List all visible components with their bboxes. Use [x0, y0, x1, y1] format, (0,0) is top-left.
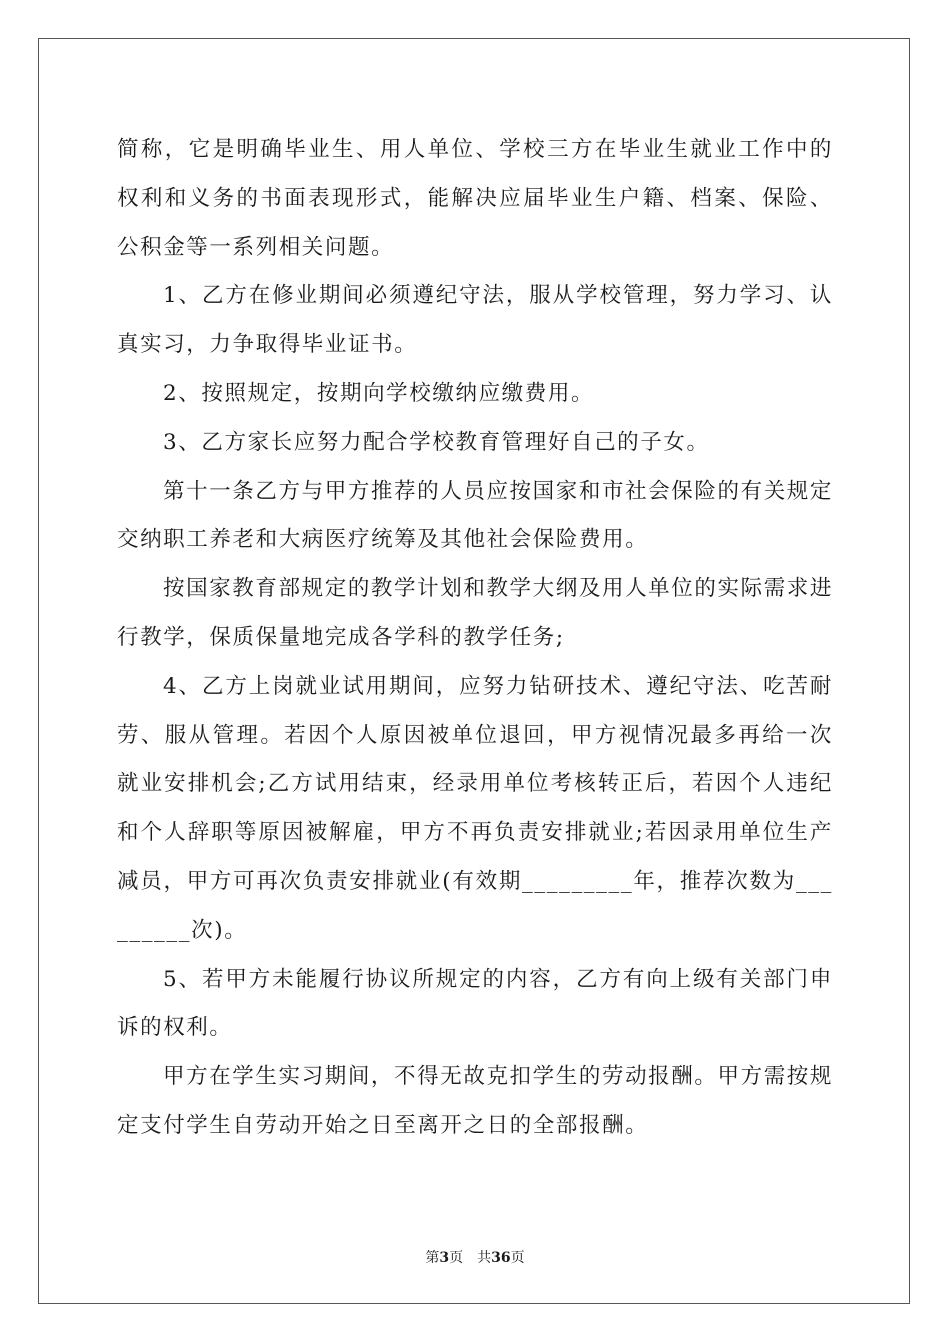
page-prefix: 第	[425, 1250, 440, 1266]
page-number: 3	[439, 1250, 450, 1266]
total-suffix: 页	[510, 1250, 525, 1266]
document-body	[117, 126, 833, 1151]
paragraph: 2、按照规定，按期向学校缴纳应缴费用。	[163, 380, 595, 406]
paragraph: 按国家教育部规定的教学计划和教学大纲及用人单位的实际需求进行教学，保质保量地完成各学科的教学任务;	[117, 576, 833, 650]
total-prefix: 共	[477, 1250, 492, 1266]
page-suffix: 页	[449, 1250, 464, 1266]
page-footer	[0, 1247, 950, 1267]
total-pages: 36	[491, 1250, 511, 1266]
paragraph: 1、乙方在修业期间必须遵纪守法，服从学校管理，努力学习、认真实习，力争取得毕业证书。	[117, 283, 833, 358]
paragraph: 5、若甲方未能履行协议所规定的内容，乙方有向上级有关部门申诉的权利。	[117, 966, 833, 1041]
paragraph: 简称，它是明确毕业生、用人单位、学校三方在毕业生就业工作中的权利和义务的书面表现形式，能解决应届毕业生户籍、档案、保险、公积金等一系列相关问题。	[117, 137, 833, 260]
paragraph: 3、乙方家长应努力配合学校教育管理好自己的子女。	[163, 429, 710, 455]
paragraph: 第十一条乙方与甲方推荐的人员应按国家和市社会保险的有关规定交纳职工养老和大病医疗统筹及其他社会保险费用。	[117, 478, 833, 553]
paragraph: 甲方在学生实习期间，不得无故克扣学生的劳动报酬。甲方需按规定支付学生自劳动开始之日至离开之日的全部报酬。	[117, 1064, 833, 1138]
paragraph: 4、乙方上岗就业试用期间，应努力钻研技术、遵纪守法、吃苦耐劳、服从管理。若因个人原因被单位退回，甲方视情况最多再给一次就业安排机会;乙方试用结束，经录用单位考核转正后，若因个人违纪和个人辞职等原因被解雇，甲方不再负责安排就业;若因录用单位生产减员，甲方可再次负责安排就业(有效期_________年，推荐次数为_________次)。	[117, 673, 833, 943]
